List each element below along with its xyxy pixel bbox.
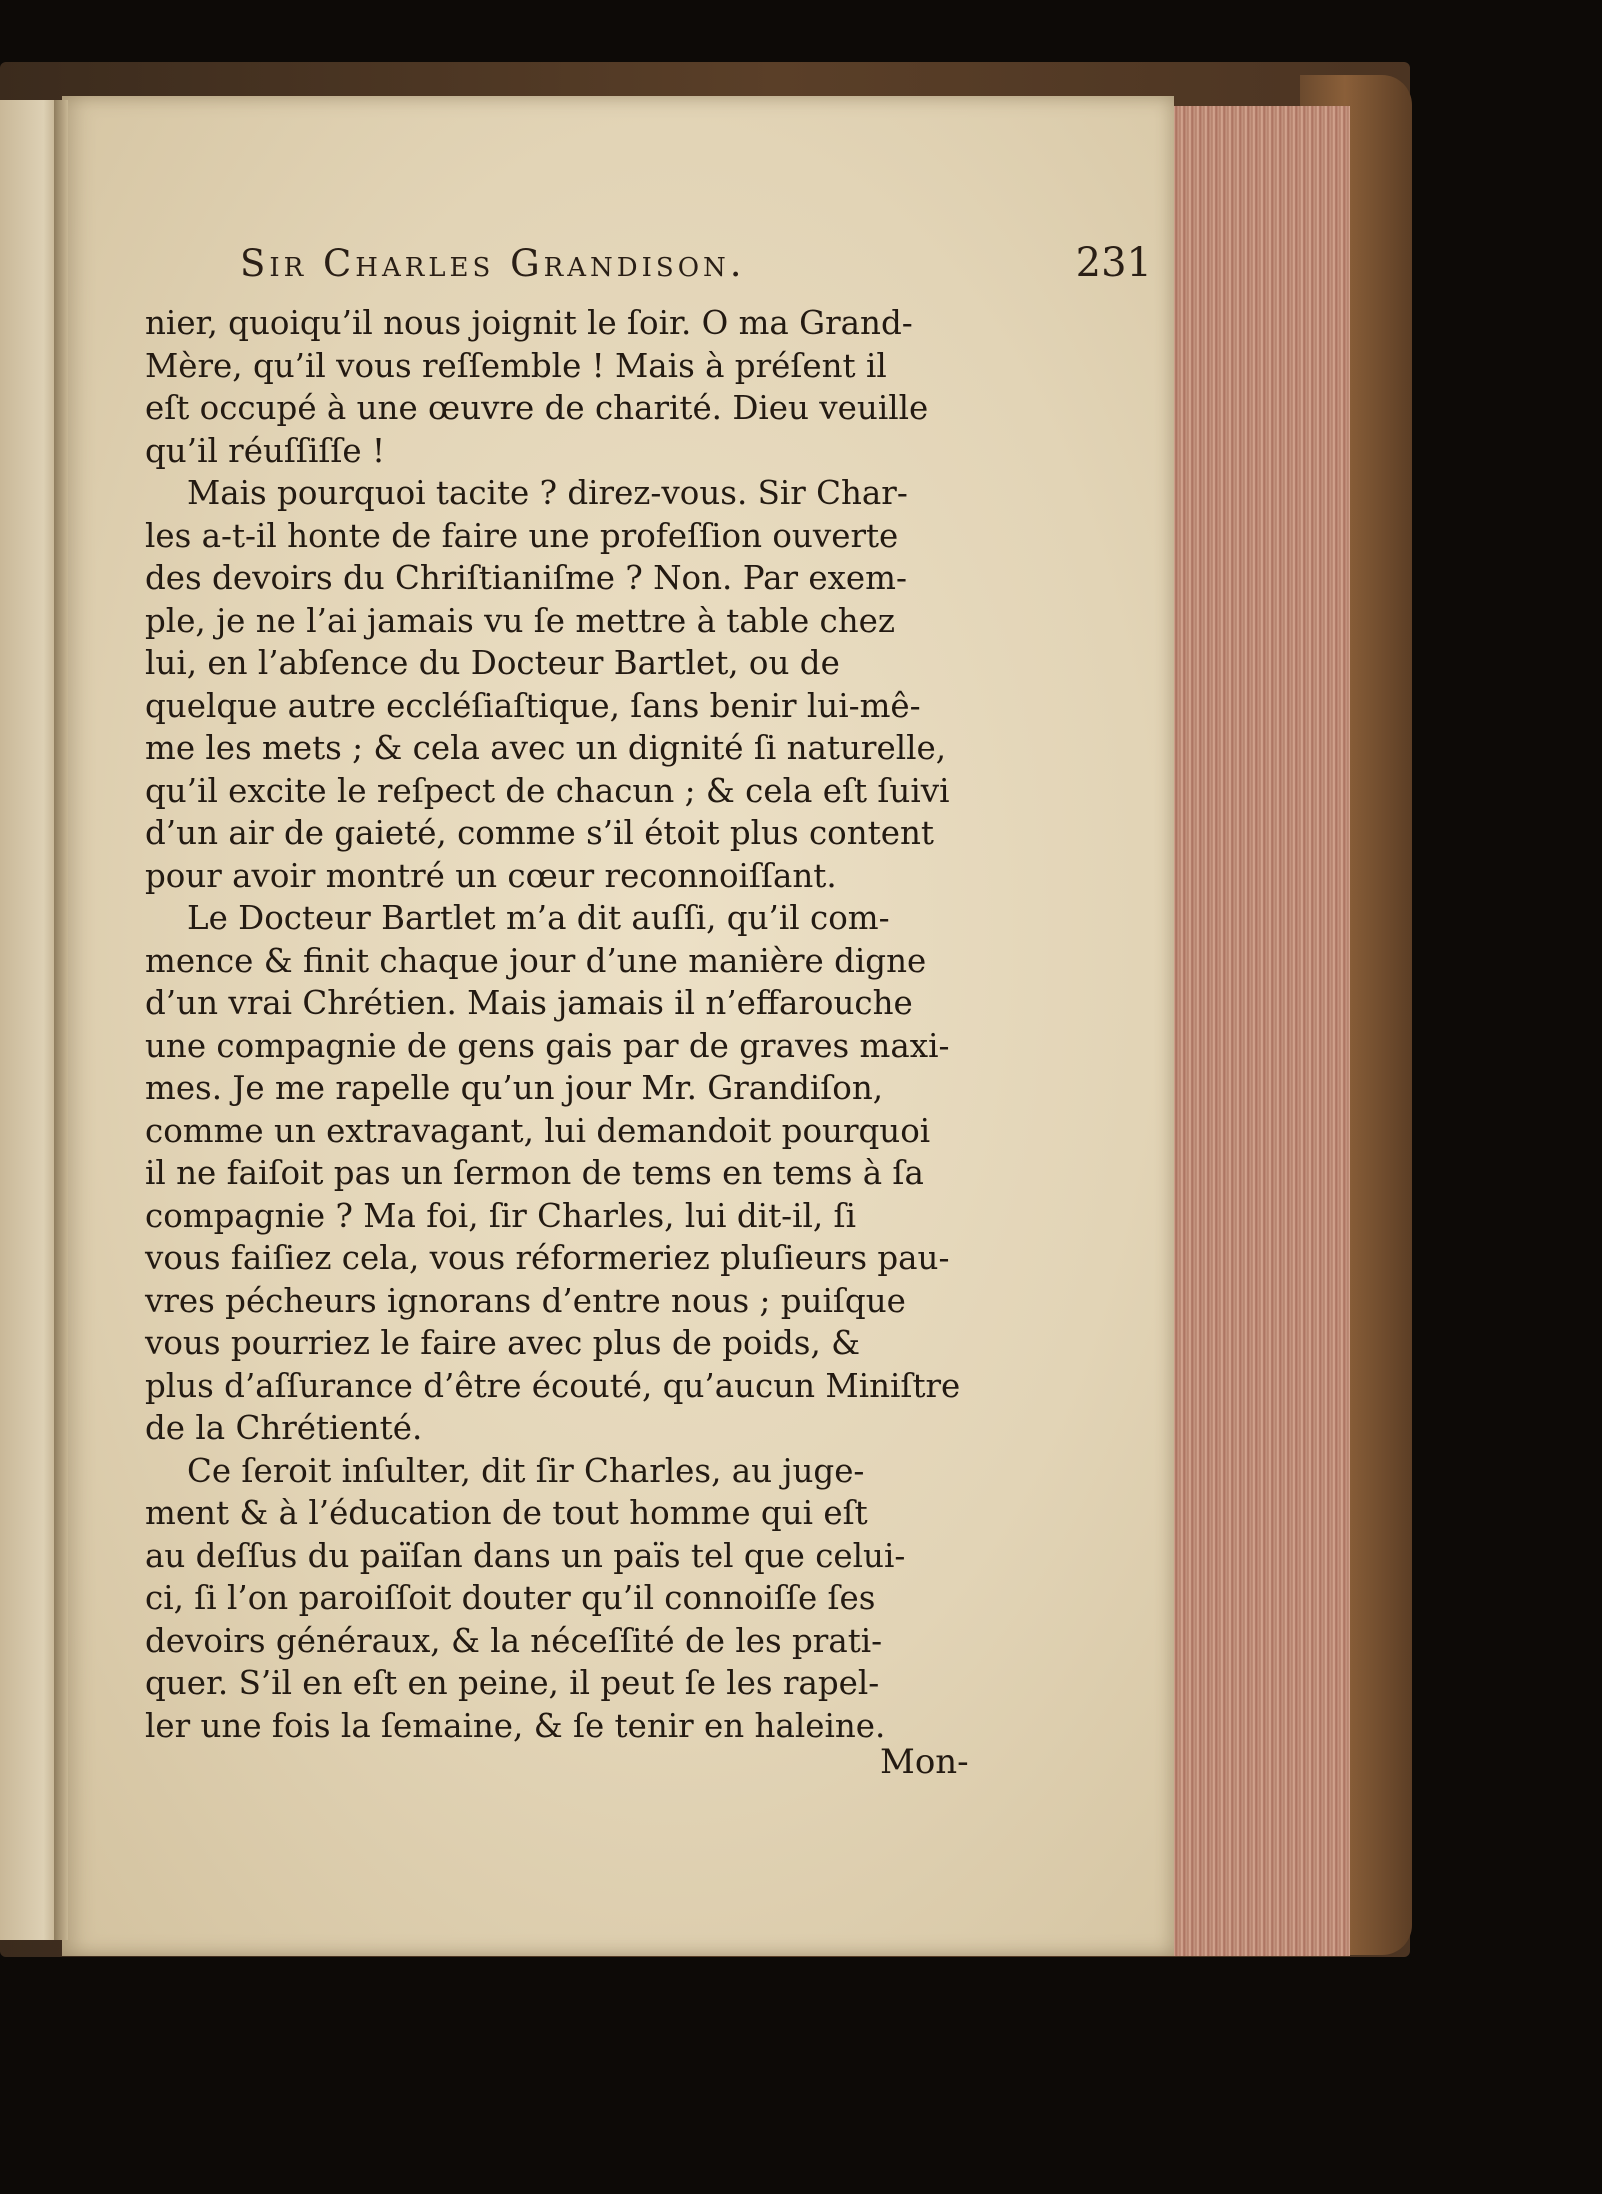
text-line: lui, en l’abſence du Docteur Bartlet, ou de	[145, 644, 840, 682]
text-line: Ce ſeroit inſulter, dit ſir Charles, au juge-	[187, 1451, 865, 1490]
running-header	[240, 238, 1170, 298]
text-line: qu’il réuſſiſſe !	[145, 431, 386, 470]
text-line: eſt occupé à une œuvre de charité. Dieu veuille	[145, 389, 929, 427]
text-line: des devoirs du Chriſtianiſme ? Non. Par exem-	[145, 559, 907, 597]
text-line: il ne faiſoit pas un ſermon de tems en tems à ſa	[145, 1154, 924, 1192]
text-line: une compagnie de gens gais par de graves maxi-	[145, 1026, 950, 1065]
text-line: mence & finit chaque jour d’une manière digne	[145, 941, 927, 980]
page-edges	[1168, 106, 1350, 1956]
running-title: Sir Charles Grandison.	[240, 242, 746, 285]
text-line: qu’il excite le reſpect de chacun ; & cela eſt ſuivi	[145, 771, 950, 810]
text-line: au deſſus du païſan dans un païs tel que celui-	[145, 1536, 906, 1575]
text-line: ci, ſi l’on paroiſſoit douter qu’il connoiſſe ſes	[145, 1579, 876, 1617]
text-line: me les mets ; & cela avec un dignité ſi naturelle,	[145, 729, 947, 767]
gutter	[54, 100, 68, 1940]
text-line: pour avoir montré un cœur reconnoiſſant.	[145, 856, 837, 895]
text-line: ler une fois la ſemaine, & ſe tenir en haleine.	[145, 1706, 886, 1745]
page-number: 231	[1075, 240, 1152, 286]
text-line: compagnie ? Ma foi, ſir Charles, lui dit-il, ſi	[145, 1196, 856, 1235]
left-page-edge	[0, 100, 62, 1940]
text-line: vres pécheurs ignorans d’entre nous ; puiſque	[145, 1281, 906, 1320]
text-line: ple, je ne l’ai jamais vu ſe mettre à table chez	[145, 601, 895, 640]
text-line: quelque autre eccléſiaſtique, ſans benir lui-mê-	[145, 686, 921, 725]
text-line: vous faiſiez cela, vous réformeriez pluſieurs pau-	[145, 1239, 950, 1277]
text-line: Mère, qu’il vous reſſemble ! Mais à préſent il	[145, 346, 887, 385]
text-line: quer. S’il en eſt en peine, il peut ſe les rapel-	[145, 1664, 880, 1702]
text-line: vous pourriez le faire avec plus de poids, &	[145, 1324, 861, 1362]
text-line: les a-t-il honte de faire une profeſſion ouverte	[145, 516, 899, 555]
text-line: plus d’aſſurance d’être écouté, qu’aucun Miniſtre	[145, 1366, 961, 1405]
text-line: nier, quoiqu’il nous joignit le ſoir. O ma Grand-	[145, 304, 913, 342]
text-line: mes. Je me rapelle qu’un jour Mr. Grandiſon,	[145, 1069, 884, 1107]
text-line: Mais pourquoi tacite ? direz-vous. Sir Char-	[187, 474, 908, 512]
text-line: ment & à l’éducation de tout homme qui eſt	[145, 1494, 868, 1532]
catchword: Mon-	[880, 1742, 969, 1782]
text-line: d’un vrai Chrétien. Mais jamais il n’effarouche	[145, 984, 913, 1022]
text-line: comme un extravagant, lui demandoit pourquoi	[145, 1111, 931, 1150]
text-line: devoirs généraux, & la néceſſité de les prati-	[145, 1621, 883, 1660]
body-text	[145, 302, 1025, 1747]
text-line: de la Chrétienté.	[145, 1409, 423, 1447]
text-line: d’un air de gaieté, comme s’il étoit plus content	[145, 814, 934, 852]
text-line: Le Docteur Bartlet m’a dit auſſi, qu’il com-	[187, 899, 890, 937]
